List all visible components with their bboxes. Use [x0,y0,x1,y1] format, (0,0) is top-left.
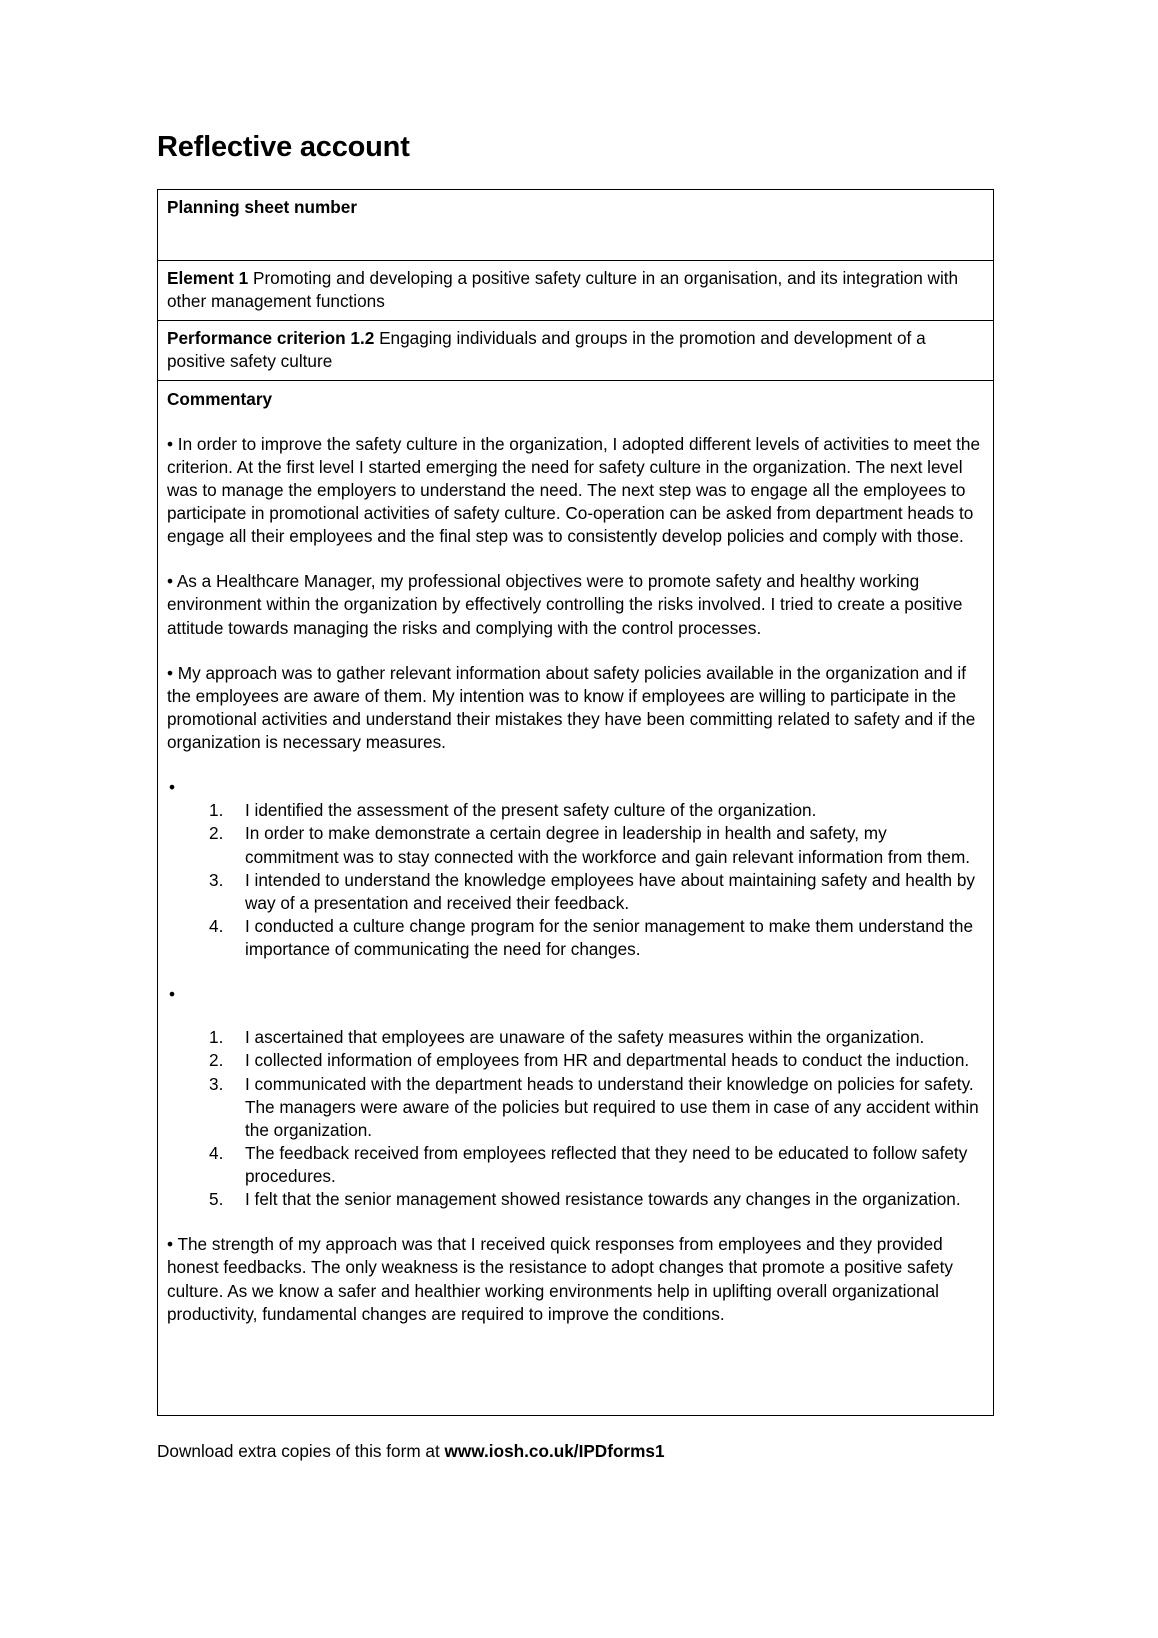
commentary-paragraph-3: • My approach was to gather relevant information about safety policies available in the organization and if the employees are aware of them. My intention was to know if employees are willing to participate in the promotional activities and understand their mistakes they have been committing related to safety and if the organization is necessary measures. [167,662,976,753]
spacer [167,1006,984,1026]
performance-criterion-text: Engaging individuals and groups in the promotion and development of a positive safety culture [167,328,926,371]
performance-criterion-cell [158,321,994,381]
list-item: I intended to understand the knowledge employees have about maintaining safety and health by way of a presentation and received their feedback. [245,869,976,913]
numbered-list-one [167,799,984,961]
page-title: Reflective account [157,131,410,163]
list-item: I conducted a culture change program for the senior management to make them understand the importance of communicating the need for changes. [245,915,974,960]
spacer [167,411,984,433]
spacer [167,754,984,776]
commentary-heading: Commentary [167,388,273,409]
table-row-commentary [158,380,994,1415]
spacer [167,1211,984,1233]
list-item: I communicated with the department heads to understand their knowledge on policies for safety. The managers were aware of the policies but required to use them in case of any accident within the organization. [245,1073,979,1140]
table-row-planning-sheet [158,190,994,261]
table-row-performance-criterion [158,321,994,381]
page-content [157,0,994,1463]
footer-note-text: Download extra copies of this form at [157,1440,445,1461]
list-item: The feedback received from employees reflected that they need to be educated to follow safety procedures. [245,1142,968,1187]
commentary-closing-paragraph: • The strength of my approach was that I received quick responses from employees and they provided honest feedbacks. The only weakness is the resistance to adopt changes that promote a positive safety culture. As we know a safer and healthier working environments help in uplifting overall organizational productivity, fundamental changes are required to improve the conditions. [167,1234,954,1324]
numbered-list-two [167,1026,984,1211]
list-item: I identified the assessment of the present safety culture of the organization. [245,800,817,821]
empty-bullet-marker-2: • [169,984,176,1005]
commentary-paragraph-1: • In order to improve the safety culture in the organization, I adopted different levels of activities to meet the criterion. At the first level I started emerging the need for safety culture in the organization. The next level was to manage the employers to understand the need. The next step was to engage all the employees to participate in promotional activities of safety culture. Co-operation can be asked from department heads to engage all their employees and the final step was to consistently develop policies and comply with those. [167,433,981,547]
commentary-paragraph-2: • As a Healthcare Manager, my professional objectives were to promote safety and healthy working environment within the organization by effectively controlling the risks involved. I tried to create a positive attitude towards managing the risks and complying with the control processes. [167,571,963,638]
element-label: Element 1 [167,268,249,289]
commentary-cell[interactable] [158,380,994,1415]
spacer [167,548,984,570]
list-item: In order to make demonstrate a certain degree in leadership in health and safety, my commitment was to stay connected with the workforce and gain relevant information from them. [245,823,971,867]
reflective-account-table [157,189,994,1416]
spacer [167,640,984,662]
performance-criterion-label: Performance criterion 1.2 [167,328,375,349]
spacer [167,961,984,983]
element-cell [158,261,994,321]
table-row-element [158,261,994,321]
list-item: I felt that the senior management showed resistance towards any changes in the organization. [245,1189,961,1210]
footer-url: www.iosh.co.uk/IPDforms1 [444,1440,665,1461]
empty-bullet-marker-1: • [169,777,176,798]
footer-note [157,1416,994,1463]
element-text: Promoting and developing a positive safety culture in an organisation, and its integration with other management functions [167,268,959,312]
planning-sheet-label: Planning sheet number [167,197,358,218]
planning-sheet-cell[interactable] [158,190,994,261]
list-item: I collected information of employees from HR and departmental heads to conduct the induction. [245,1050,970,1071]
list-item: I ascertained that employees are unaware of the safety measures within the organization. [245,1027,925,1048]
